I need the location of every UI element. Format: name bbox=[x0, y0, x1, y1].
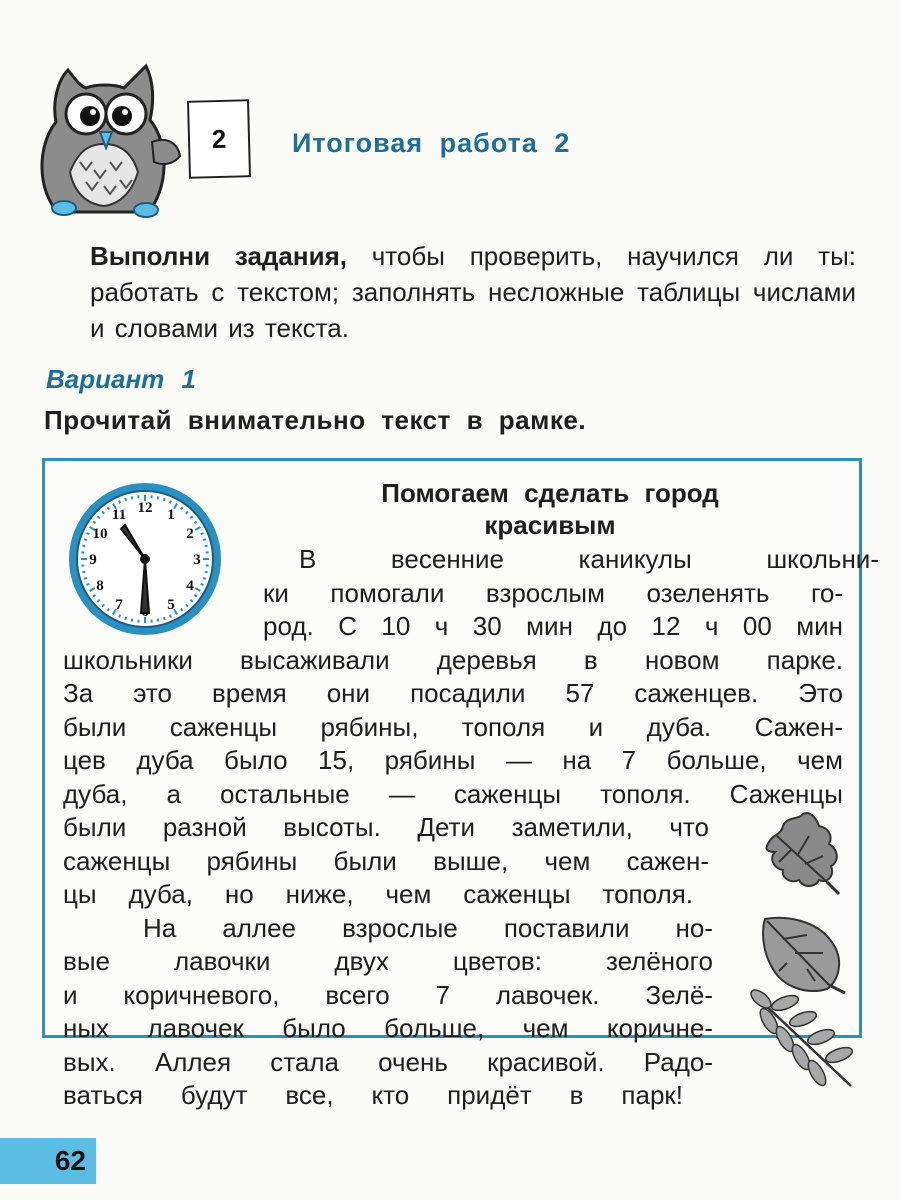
oak-leaf-icon bbox=[757, 806, 847, 896]
instruction-text: Прочитай внимательно текст в рамке. bbox=[44, 405, 587, 435]
story-line: были саженцы рябины, тополя и дуба. Сажен- bbox=[63, 711, 843, 742]
clock-tick bbox=[164, 498, 165, 501]
story-line: цы дуба, но ниже, чем саженцы тополя. bbox=[63, 879, 693, 909]
clock-number: 1 bbox=[167, 507, 175, 523]
work-number-card: 2 bbox=[187, 99, 251, 179]
intro-bold: Выполни задания, bbox=[90, 241, 347, 271]
text-title-line1: Помогаем сделать город bbox=[381, 478, 719, 508]
clock-tick bbox=[93, 521, 95, 523]
clock-tick bbox=[201, 533, 204, 534]
page-number: 62 bbox=[0, 1138, 96, 1184]
story-line: школьники высаживали деревья в новом парке. bbox=[63, 644, 843, 675]
clock-tick bbox=[125, 498, 126, 501]
clock-tick bbox=[194, 521, 196, 523]
clock-tick bbox=[87, 533, 90, 534]
clock-tick bbox=[132, 496, 133, 499]
story-text bbox=[63, 543, 879, 1113]
rowan-leaf-icon bbox=[741, 981, 866, 1096]
story-line: род. С 10 ч 30 мин до 12 ч 00 мин bbox=[263, 611, 843, 641]
story-line: вые лавочки двух цветов: зелёного bbox=[63, 946, 713, 976]
story-line: дуба, а остальные — саженцы тополя. Саженцы bbox=[63, 778, 843, 809]
clock-number: 5 bbox=[167, 597, 175, 613]
text-title bbox=[315, 477, 785, 541]
clock-tick bbox=[158, 496, 159, 499]
clock-number: 2 bbox=[186, 526, 194, 542]
clock-number: 3 bbox=[193, 552, 201, 568]
clock-number: 8 bbox=[96, 578, 104, 594]
clock-tick bbox=[203, 539, 206, 540]
text-frame bbox=[42, 458, 879, 1110]
story-line: саженцы рябины были выше, чем сажен- bbox=[63, 845, 709, 876]
story-line: ваться будут все, кто придёт в парк! bbox=[63, 1080, 683, 1110]
story-line: В весенние каникулы школьни- bbox=[299, 544, 879, 574]
clock-number: 11 bbox=[111, 507, 127, 523]
variant-heading: Вариант 1 bbox=[46, 364, 196, 394]
clock-tick bbox=[84, 539, 87, 540]
story-line: вых. Аллея стала очень красивой. Радо- bbox=[63, 1046, 713, 1077]
story-line: ных лавочек было больше, чем коричне- bbox=[63, 1013, 713, 1043]
story-line: были разной высоты. Дети заметили, что bbox=[63, 812, 709, 842]
intro-text: чтобы проверить, научился ли ты: работать с текстом; заполнять несложные таблицы числами и словами из текста. bbox=[90, 241, 856, 343]
clock-number: 9 bbox=[89, 552, 97, 568]
clock-number: 7 bbox=[115, 597, 123, 613]
clock-tick bbox=[107, 507, 109, 509]
intro-paragraph bbox=[90, 238, 856, 346]
clock-number: 4 bbox=[186, 578, 194, 594]
story-line: За это время они посадили 57 саженцев. Это bbox=[63, 678, 843, 708]
clock-number: 12 bbox=[137, 500, 153, 516]
page-title: Итоговая работа 2 bbox=[292, 128, 571, 158]
story-line: На аллее взрослые поставили но- bbox=[143, 912, 713, 943]
clock-tick bbox=[119, 501, 120, 504]
owl-mascot-icon bbox=[28, 52, 198, 222]
story-line: и коричневого, всего 7 лавочек. Зелё- bbox=[63, 979, 713, 1010]
text-title-line2: красивым bbox=[484, 510, 616, 540]
clock-tick bbox=[170, 501, 171, 504]
clock-number: 10 bbox=[92, 526, 108, 542]
clock-tick bbox=[181, 507, 183, 509]
story-line: ки помогали взрослым озеленять го- bbox=[263, 577, 843, 608]
story-line: цев дуба было 15, рябины — на 7 больше, чем bbox=[63, 745, 843, 775]
